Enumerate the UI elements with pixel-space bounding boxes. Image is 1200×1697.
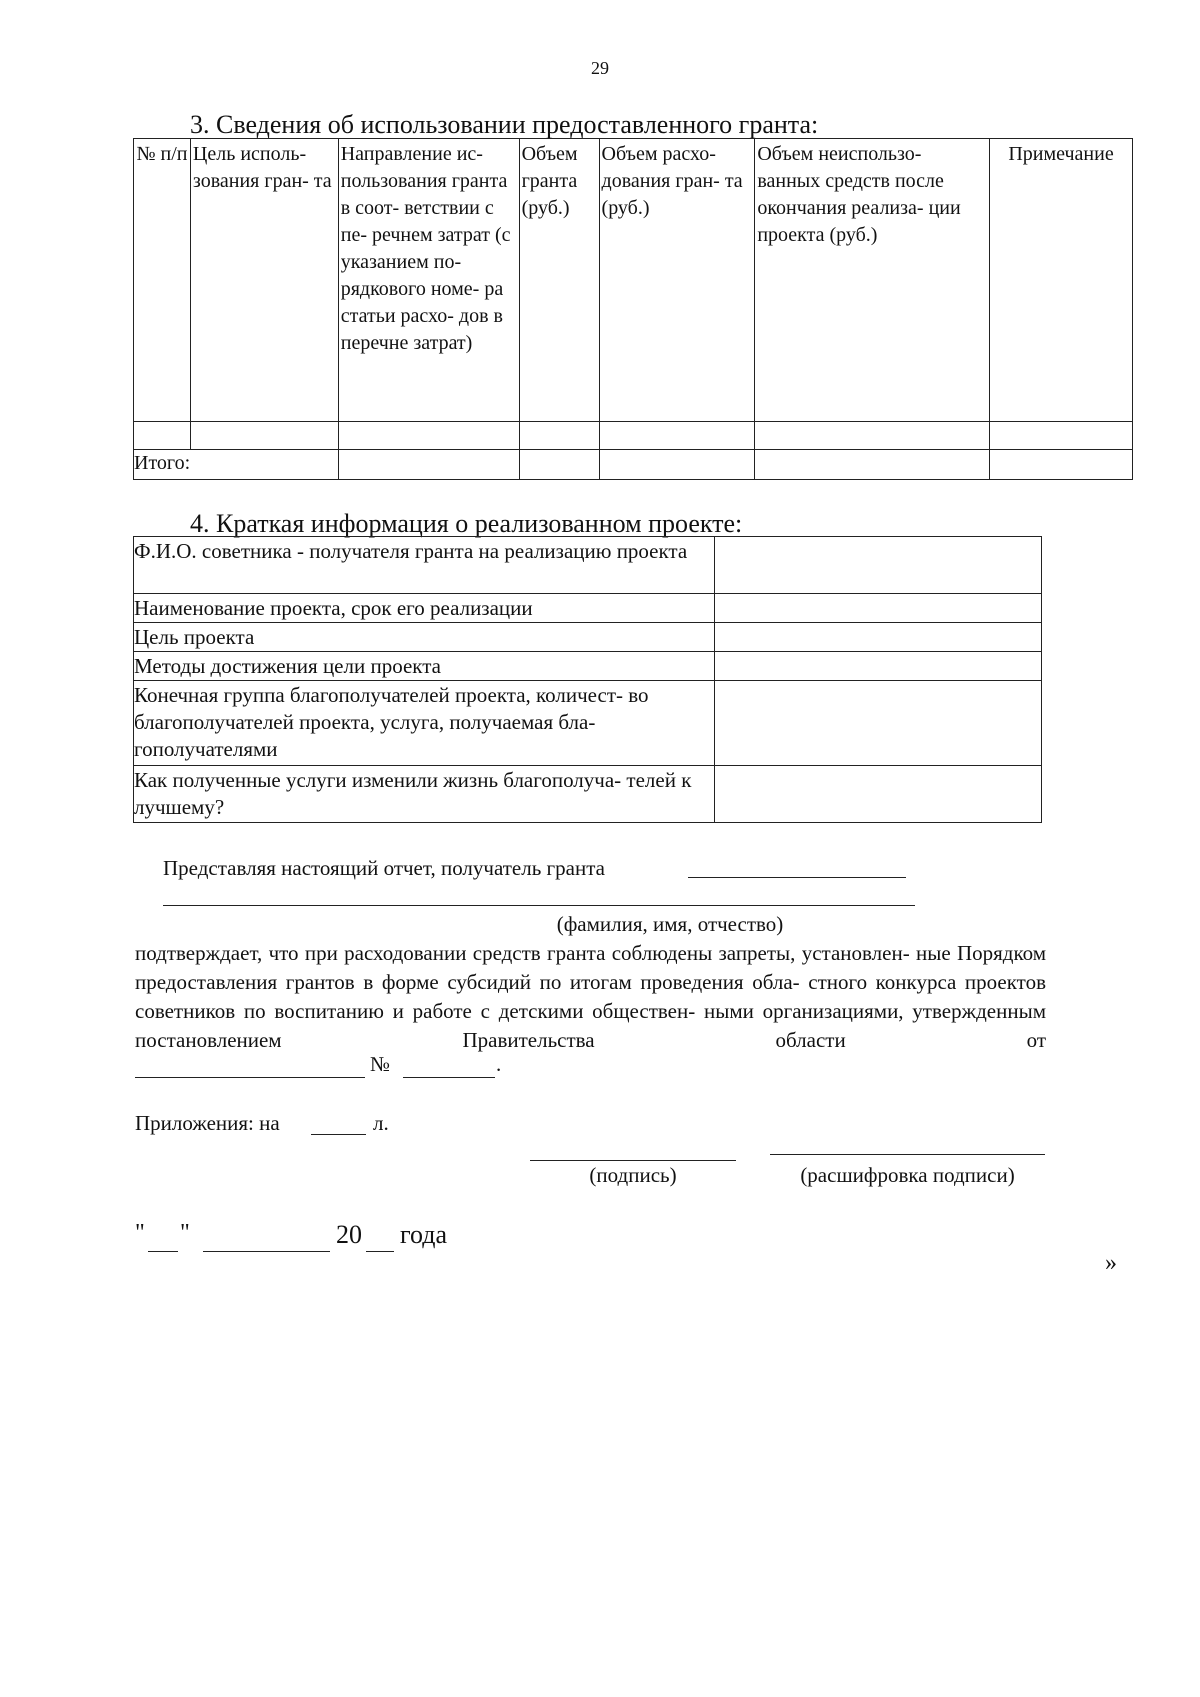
date-year-line (366, 1251, 394, 1252)
table-cell (338, 422, 519, 450)
table-header-row (134, 139, 1133, 422)
info-row (134, 537, 1042, 594)
info-label-impact: Как полученные услуги изменили жизнь благополуча- телей к лучшему? (134, 766, 715, 823)
info-value (715, 623, 1042, 652)
fio-line (163, 905, 915, 906)
date-month-line (203, 1251, 330, 1252)
info-label-fio: Ф.И.О. советника - получателя гранта на реализацию проекта (134, 537, 715, 594)
attachments-label: Приложения: на (135, 1111, 280, 1135)
project-info-table (133, 536, 1042, 823)
info-value (715, 766, 1042, 823)
attachments-count-line (311, 1134, 366, 1135)
table-cell (599, 450, 755, 480)
table-cell (190, 422, 338, 450)
info-label-goal: Цель проекта (134, 623, 715, 652)
header-note: Примечание (990, 139, 1133, 422)
table-cell (990, 450, 1133, 480)
info-value (715, 537, 1042, 594)
date-quote-close: " (180, 1220, 190, 1246)
signature-decode-line (770, 1154, 1045, 1155)
table-cell (599, 422, 755, 450)
table-row (134, 422, 1133, 450)
table-cell (519, 422, 599, 450)
info-label-project-name: Наименование проекта, срок его реализации (134, 594, 715, 623)
info-row (134, 766, 1042, 823)
total-label: Итого: (134, 450, 339, 480)
info-row (134, 623, 1042, 652)
date-quote-open: " (135, 1220, 145, 1246)
table-cell (755, 422, 990, 450)
date-day-line (148, 1251, 178, 1252)
info-row (134, 594, 1042, 623)
header-direction: Направление ис- пользования гранта в соот- ветствии с пе- речнем затрат (с указанием по- рядкового номе- ра статьи расхо- дов в перечне затрат) (338, 139, 519, 422)
header-spent-amount: Объем расхо- дования гран- та (руб.) (599, 139, 755, 422)
date-year-suffix: года (400, 1220, 448, 1249)
signature-line (530, 1160, 736, 1161)
header-number: № п/п (134, 139, 191, 422)
signature-decode-caption: (расшифровка подписи) (800, 1163, 1015, 1187)
table-cell (990, 422, 1133, 450)
recipient-name-line (688, 877, 906, 878)
fio-caption: (фамилия, имя, отчество) (556, 912, 784, 936)
resolution-number-line (403, 1077, 495, 1078)
number-sign: № (370, 1052, 391, 1076)
table-cell (755, 450, 990, 480)
resolution-date-line (135, 1077, 365, 1078)
info-row (134, 652, 1042, 681)
closing-quote-mark: » (1105, 1250, 1117, 1276)
grant-usage-table (133, 138, 1133, 480)
signature-caption: (подпись) (589, 1163, 677, 1187)
page-number: 29 (591, 58, 609, 78)
header-purpose: Цель исполь- зования гран- та (190, 139, 338, 422)
info-value (715, 594, 1042, 623)
header-grant-amount: Объем гранта (руб.) (519, 139, 599, 422)
date-year-prefix: 20 (336, 1220, 362, 1249)
section4-title: 4. Краткая информация о реализованном проекте: (190, 509, 743, 538)
info-label-beneficiaries: Конечная группа благополучателей проекта, количест- во благополучателей проекта, услуга, получаемая бла- гополучателями (134, 681, 715, 766)
section3-title: 3. Сведения об использовании предоставленного гранта: (190, 110, 819, 139)
statement-body: подтверждает, что при расходовании средств гранта соблюдены запреты, установлен- ные Порядком предоставления грантов в форме субсидий по итогам проведения обла- стного конкурса проектов советников по воспитанию и работе с детскими обществен- ными организациями, утвержденным постановлением Правительства области от (135, 941, 1046, 1052)
statement-end-dot: . (496, 1052, 502, 1076)
table-cell (519, 450, 599, 480)
statement-lead: Представляя настоящий отчет, получатель гранта (163, 856, 605, 880)
header-unused-amount: Объем неиспользо- ванных средств после окончания реализа- ции проекта (руб.) (755, 139, 990, 422)
info-value (715, 681, 1042, 766)
info-value (715, 652, 1042, 681)
table-cell (134, 422, 191, 450)
total-row (134, 450, 1133, 480)
info-label-methods: Методы достижения цели проекта (134, 652, 715, 681)
attachments-unit: л. (373, 1111, 389, 1135)
info-row (134, 681, 1042, 766)
table-cell (338, 450, 519, 480)
